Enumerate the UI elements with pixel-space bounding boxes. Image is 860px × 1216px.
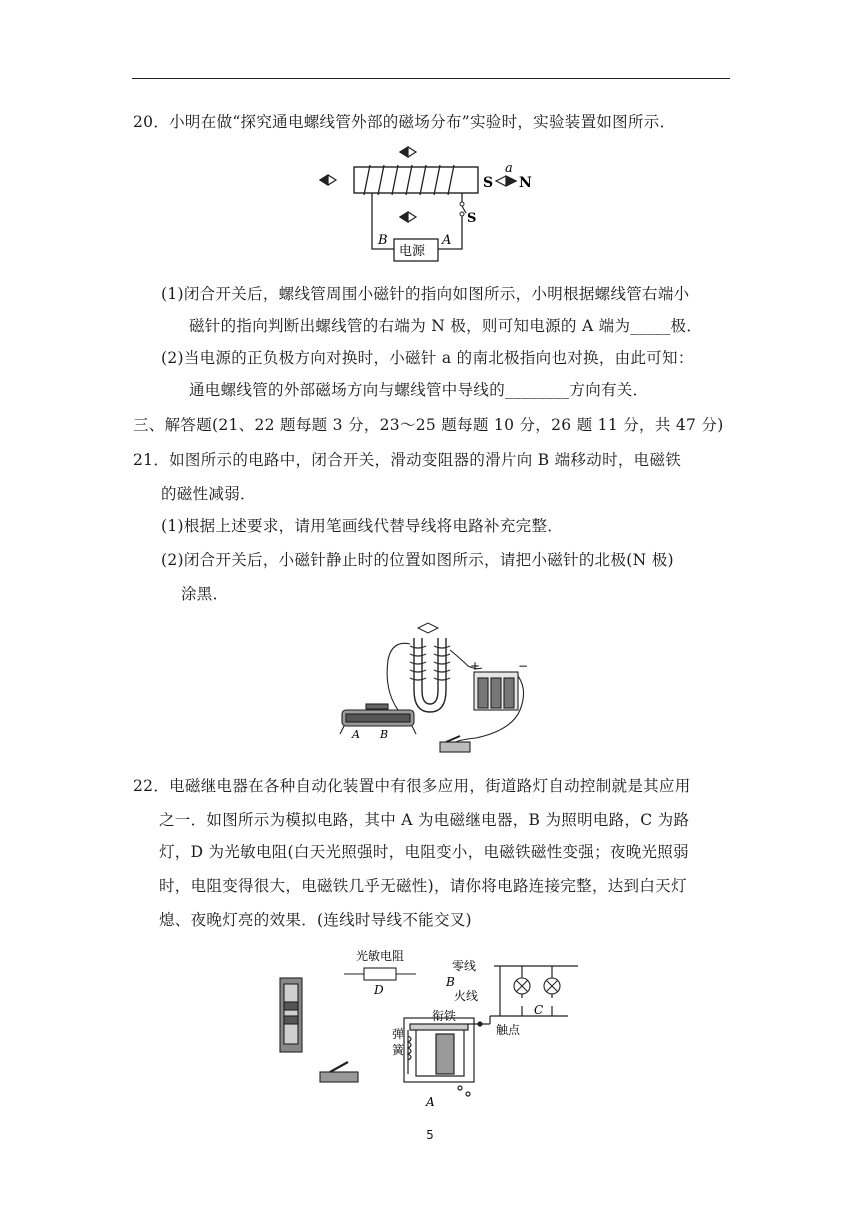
section3-heading: 三、解答题(21、22 题每题 3 分，23～25 题每题 10 分，26 题 11 分，共 47 分) bbox=[133, 416, 724, 434]
lamp-2 bbox=[544, 978, 560, 994]
q22-stem-line5: 熄、夜晚灯亮的效果．(连线时导线不能交叉) bbox=[159, 911, 472, 929]
rheostat-A-label: A bbox=[352, 728, 360, 741]
electromagnet-coils bbox=[410, 646, 450, 680]
q22-stem-line4: 时，电阻变得很大，电磁铁几乎无磁性)，请你将电路连接完整，达到白天灯 bbox=[159, 877, 687, 895]
terminal-A-label: A bbox=[442, 233, 452, 248]
q20-part2-line1: (2)当电源的正负极方向对换时，小磁针 a 的南北极指向也对换，由此可知： bbox=[161, 349, 694, 367]
zero-line-label: 零线 bbox=[452, 959, 477, 973]
lighting-B-label: B bbox=[446, 975, 455, 989]
contact-label: 触点 bbox=[496, 1023, 521, 1037]
q21-part2-line2: 涂黑． bbox=[181, 585, 229, 603]
power-supply-label: 电源 bbox=[399, 244, 426, 259]
lamp-1 bbox=[514, 978, 530, 994]
q22-stem-line2: 之一．如图所示为模拟电路，其中 A 为电磁继电器，B 为照明电路，C 为路 bbox=[159, 811, 690, 829]
battery bbox=[474, 672, 518, 710]
q20-part2-line2: 通电螺线管的外部磁场方向与螺线管中导线的________方向有关． bbox=[189, 381, 649, 399]
q20-part1-line1: (1)闭合开关后，螺线管周围小磁针的指向如图所示，小明根据螺线管右端小 bbox=[161, 285, 690, 303]
q22-relay-figure bbox=[268, 944, 584, 1110]
photoresistor bbox=[364, 968, 396, 980]
compass-needle-a bbox=[496, 176, 516, 186]
photoresistor-D-label: D bbox=[374, 983, 384, 997]
armature-label: 衔铁 bbox=[432, 1009, 457, 1023]
q22-stem-line1: 22．电磁继电器在各种自动化装置中有很多应用，街道路灯自动控制就是其应用 bbox=[133, 777, 691, 795]
needle-a-N-label: N bbox=[519, 175, 532, 191]
q20-solenoid-figure bbox=[312, 143, 562, 268]
spring-label-2: 簧 bbox=[392, 1043, 405, 1057]
switch-label: S bbox=[467, 211, 477, 226]
photoresistor-label: 光敏电阻 bbox=[356, 949, 405, 963]
solenoid-core bbox=[354, 167, 478, 193]
lamp-C-label: C bbox=[534, 1003, 544, 1017]
compass-needle-inner bbox=[400, 212, 416, 222]
solenoid-right-label: S bbox=[483, 175, 494, 191]
q22-stem-line3: 灯，D 为光敏电阻(白天光照强时，电阻变小，电磁铁磁性变强；夜晚光照弱 bbox=[159, 843, 689, 861]
electromagnet bbox=[414, 638, 446, 712]
compass-needle bbox=[418, 623, 438, 633]
q20-stem: 20．小明在做“探究通电螺线管外部的磁场分布”实验时，实验装置如图所示． bbox=[133, 113, 676, 131]
q21-electromagnet-figure bbox=[336, 620, 536, 760]
battery-minus: − bbox=[518, 659, 529, 673]
page-number: 5 bbox=[426, 1128, 434, 1142]
compass-needle-top bbox=[400, 147, 416, 157]
live-line-label: 火线 bbox=[454, 989, 479, 1003]
q21-stem-line1: 21．如图所示的电路中，闭合开关，滑动变阻器的滑片向 B 端移动时，电磁铁 bbox=[133, 451, 682, 469]
rheostat-B-label: B bbox=[380, 728, 389, 741]
q21-part2-line1: (2)闭合开关后，小磁针静止时的位置如图所示，请把小磁针的北极(N 极) bbox=[161, 551, 674, 569]
q21-stem-line2: 的磁性减弱． bbox=[161, 485, 256, 503]
terminal-B-label: B bbox=[378, 233, 388, 248]
relay-A-label: A bbox=[426, 1095, 435, 1109]
top-rule bbox=[132, 78, 730, 79]
compass-needle-left bbox=[320, 175, 336, 185]
switch bbox=[320, 1062, 358, 1082]
knife-switch bbox=[440, 736, 470, 752]
q20-part1-line2: 磁针的指向判断出螺线管的右端为 N 极，则可知电源的 A 端为_____极． bbox=[189, 317, 703, 335]
needle-a-label: a bbox=[505, 161, 513, 176]
q21-part1: (1)根据上述要求，请用笔画线代替导线将电路补充完整． bbox=[161, 517, 564, 535]
electromagnetic-relay bbox=[404, 1016, 490, 1096]
battery-plus: + bbox=[470, 659, 481, 673]
spring-label-1: 弹 bbox=[392, 1027, 405, 1041]
battery-cell bbox=[280, 978, 302, 1052]
